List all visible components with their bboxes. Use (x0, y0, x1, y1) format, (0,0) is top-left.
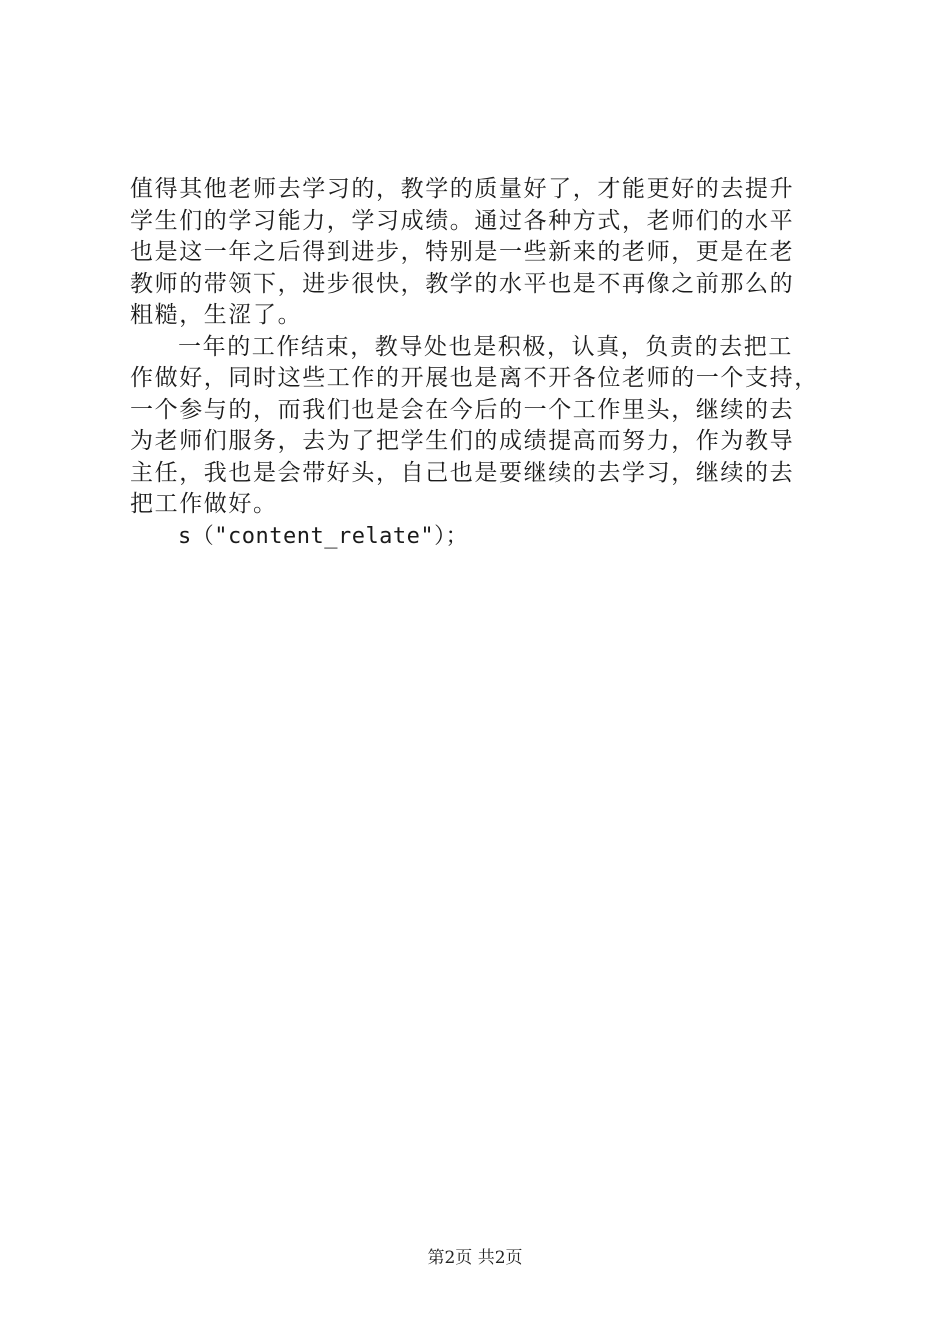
page-number-footer: 第2页 共2页 (427, 1248, 523, 1268)
paragraph-line: 粗糙，生涩了。 (130, 302, 303, 328)
paragraph-line: 为老师们服务，去为了把学生们的成绩提高而努力，作为教导 (130, 428, 795, 454)
code-snippet-line: s（"content_relate"）； (178, 523, 469, 549)
paragraph-line: 作做好，同时这些工作的开展也是离不开各位老师的一个支持， (130, 365, 819, 391)
document-body (130, 174, 830, 552)
paragraph-line: 一年的工作结束，教导处也是积极，认真，负责的去把工 (178, 333, 793, 360)
paragraph-line: 一个参与的，而我们也是会在今后的一个工作里头，继续的去 (130, 396, 795, 423)
paragraph-line: 也是这一年之后得到进步，特别是一些新来的老师，更是在老 (130, 239, 795, 265)
paragraph-line: 主任，我也是会带好头，自己也是要继续的去学习，继续的去 (130, 459, 795, 486)
paragraph-line: 把工作做好。 (130, 491, 278, 517)
paragraph-line: 学生们的学习能力，学习成绩。通过各种方式，老师们的水平 (130, 207, 795, 234)
paragraph-line: 值得其他老师去学习的，教学的质量好了，才能更好的去提升 (130, 176, 795, 202)
paragraph-line: 教师的带领下，进步很快，教学的水平也是不再像之前那么的 (130, 270, 795, 297)
